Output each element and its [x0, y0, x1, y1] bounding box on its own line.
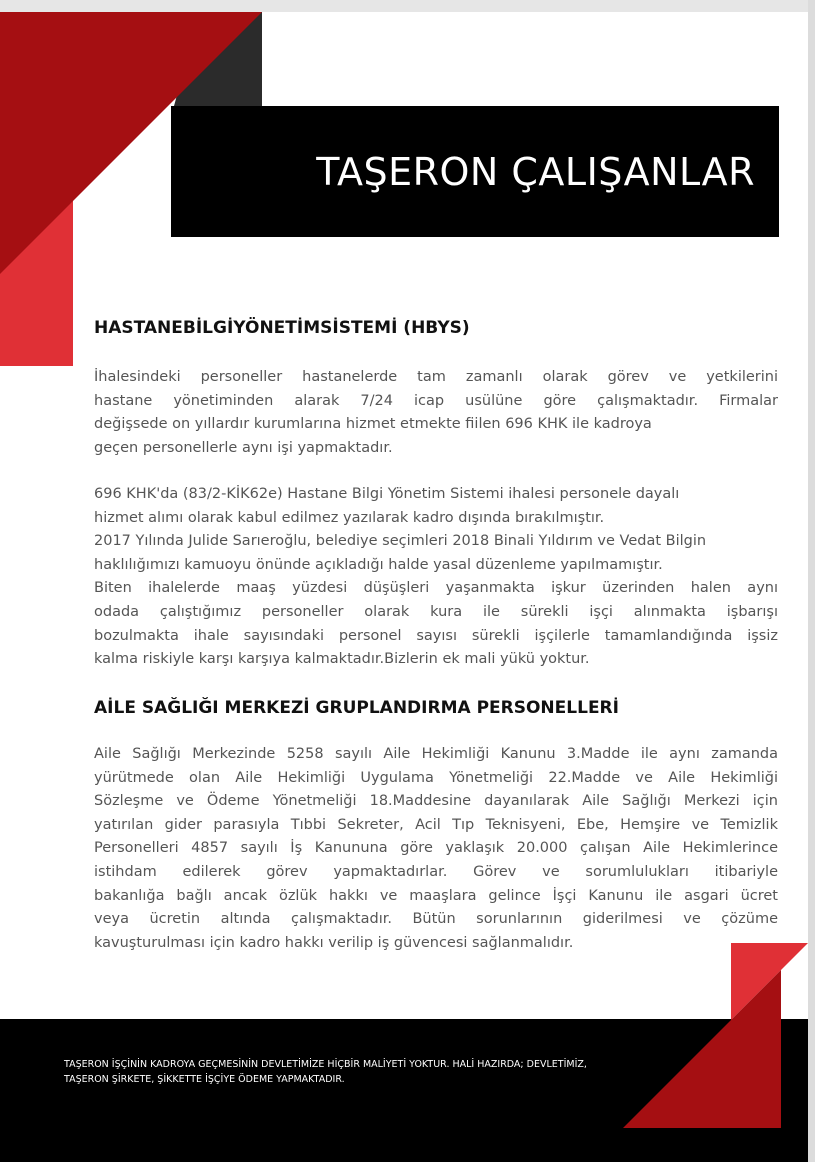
paragraph-line: bozulmakta ihale sayısındaki personel sayısı sürekli işçilerle tamamlandığında işsiz [94, 627, 778, 644]
paragraph-line: hizmet alımı olarak kabul edilmez yazılarak kadro dışında bırakılmıştır. [94, 509, 605, 526]
footer-line: TAŞERON İŞÇİNİN KADROYA GEÇMESİNİN DEVLETİMİZE HİÇBİR MALİYETİ YOKTUR. HALİ HAZIRDA; DEVLETİMİZ, [64, 1059, 587, 1070]
paragraph-line: kavuşturulması için kadro hakkı verilip iş güvencesi sağlanmalıdır. [94, 934, 574, 951]
paragraph-line: Aile Sağlığı Merkezinde 5258 sayılı Aile Hekimliği Kanunu 3.Madde ile aynı zamanda [94, 746, 778, 762]
paragraph-line: kalma riskiyle karşı karşıya kalmaktadır.Bizlerin ek mali yükü yoktur. [94, 651, 590, 668]
footer-note [64, 1057, 587, 1087]
paragraph-line: yürütmede olan Aile Hekimliği Uygulama Yönetmeliği 22.Madde ve Aile Hekimliği [94, 769, 778, 786]
paragraph-line: istihdam edilerek görev yapmaktadırlar. Görev ve sorumlulukları itibariyle [94, 863, 778, 880]
paragraph-line: 696 KHK'da (83/2-KİK62e) Hastane Bilgi Yönetim Sistemi ihalesi personele dayalı [94, 486, 680, 502]
document-page [0, 12, 808, 1162]
paragraph-line: odada çalıştığımız personeller olarak kura ile sürekli işçi alınmakta işbarışı [94, 603, 778, 620]
section-heading-hbys: HASTANEBİLGİYÖNETİMSİSTEMİ (HBYS) [94, 318, 470, 338]
paragraph-line: bakanlığa bağlı ancak özlük hakkı ve maaşlara gelince İşçi Kanunu ile asgari ücret [94, 887, 778, 904]
asm-paragraph [94, 743, 778, 955]
page-title: TAŞERON ÇALIŞANLAR [316, 149, 755, 194]
paragraph-line: Personelleri 4857 sayılı İş Kanununa göre yaklaşık 20.000 çalışan Aile Hekimlerince [94, 840, 778, 857]
paragraph-line: yatırılan gider parasıyla Tıbbi Sekreter, Acil Tıp Teknisyeni, Ebe, Hemşire ve Temizlik [94, 816, 778, 833]
paragraph-line: hastane yönetiminden alarak 7/24 icap usülüne göre çalışmaktadır. Firmalar [94, 392, 778, 409]
hbys-paragraph-2 [94, 483, 778, 672]
title-banner [171, 106, 779, 237]
hbys-paragraph-1 [94, 366, 778, 460]
paragraph-line: veya ücretin altında çalışmaktadır. Bütün sorunlarının giderilmesi ve çözüme [94, 911, 778, 928]
paragraph-line: Biten ihalelerde maaş yüzdesi düşüşleri yaşanmakta işkur üzerinden halen aynı [94, 580, 778, 597]
paragraph-line: geçen personellerle aynı işi yapmaktadır. [94, 439, 393, 456]
paragraph-line: İhalesindeki personeller hastanelerde tam zamanlı olarak görev ve yetkilerini [94, 369, 778, 385]
paragraph-line: Sözleşme ve Ödeme Yönetmeliği 18.Maddesine dayanılarak Aile Sağlığı Merkezi için [94, 793, 778, 810]
paragraph-line: 2017 Yılında Julide Sarıeroğlu, belediye seçimleri 2018 Binali Yıldırım ve Vedat Bilgin [94, 533, 707, 550]
footer-line: TAŞERON ŞİRKETE, ŞİKKETTE İŞÇİYE ÖDEME YAPMAKTADIR. [64, 1074, 345, 1085]
paragraph-line: değişsede on yıllardır kurumlarına hizmet etmekte fiilen 696 KHK ile kadroya [94, 416, 652, 433]
viewer-background-right [808, 0, 815, 1162]
paragraph-line: haklılığımızı kamuoyu önünde açıkladığı halde yasal düzenleme yapılmamıştır. [94, 556, 663, 573]
viewer-background-top [0, 0, 815, 12]
section-heading-asm: AİLE SAĞLIĞI MERKEZİ GRUPLANDIRMA PERSONELLERİ [94, 698, 619, 718]
